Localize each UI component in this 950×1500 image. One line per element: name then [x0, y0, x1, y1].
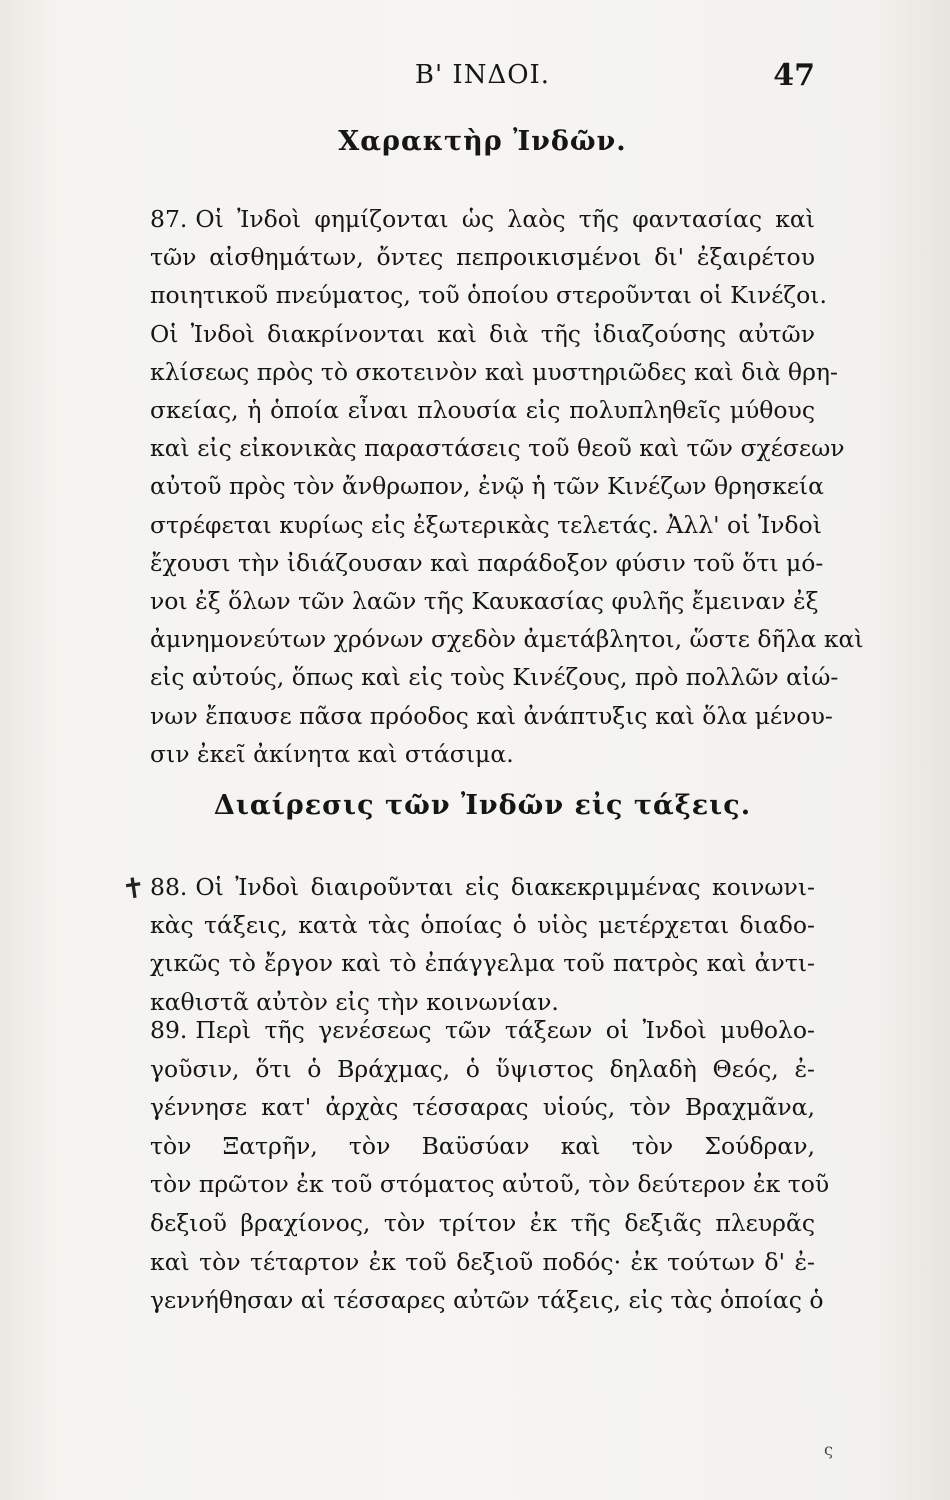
- text-line: τὸν Ξατρῆν, τὸν Βαϋσύαν καὶ τὸν Σούδραν,: [150, 1131, 815, 1160]
- text-line: κλίσεως πρὸς τὸ σκοτεινὸν καὶ μυστηριῶδες καὶ διὰ θρη-: [150, 357, 838, 386]
- text-line: αὐτοῦ πρὸς τὸν ἄνθρωπον, ἐνῷ ἡ τῶν Κινέζων θρησκεία: [150, 472, 825, 501]
- text-line: γέννησε κατ' ἀρχὰς τέσσαρας υἱούς, τὸν Βραχμᾶνα,: [150, 1093, 815, 1122]
- text-line: γοῦσιν, ὅτι ὁ Βράχμας, ὁ ὕψιστος δηλαδὴ Θεός, ἐ-: [150, 1054, 815, 1083]
- text-line: Οἱ Ἰνδοὶ διακρίνονται καὶ διὰ τῆς ἰδιαζούσης αὐτῶν: [150, 319, 815, 348]
- paragraph-88: [150, 868, 815, 1021]
- paragraph-number: 89.: [150, 1016, 188, 1044]
- text-line: κὰς τάξεις, κατὰ τὰς ὁποίας ὁ υἱὸς μετέρχεται διαδο-: [150, 911, 815, 940]
- text-line: σκείας, ἡ ὁποία εἶναι πλουσία εἰς πολυπληθεῖς μύθους: [150, 396, 815, 425]
- text-line: σιν ἐκεῖ ἀκίνητα καὶ στάσιμα.: [150, 739, 514, 768]
- paragraph-number: 88.: [150, 873, 188, 901]
- text-line: ἀμνημονεύτων χρόνων σχεδὸν ἀμετάβλητοι, ὥστε δῆλα καὶ: [150, 625, 864, 654]
- text-line: εἰς αὐτούς, ὅπως καὶ εἰς τοὺς Κινέζους, πρὸ πολλῶν αἰώ-: [150, 663, 839, 692]
- text-line: καὶ τὸν τέταρτον ἐκ τοῦ δεξιοῦ ποδός· ἐκ τούτων δ' ἐ-: [150, 1247, 815, 1276]
- paragraph-87: [150, 200, 864, 773]
- text-line: στρέφεται κυρίως εἰς ἐξωτερικὰς τελετάς. Ἀλλ' οἱ Ἰνδοὶ: [150, 510, 822, 539]
- paragraph-number: 87.: [150, 205, 188, 233]
- text-line: τῶν αἰσθημάτων, ὄντες πεπροικισμένοι δι' ἐξαιρέτου: [150, 243, 815, 272]
- text-line: ἔχουσι τὴν ἰδιάζουσαν καὶ παράδοξον φύσιν τοῦ ὅτι μό-: [150, 548, 824, 577]
- text-line: ποιητικοῦ πνεύματος, τοῦ ὁποίου στεροῦνται οἱ Κινέζοι.: [150, 281, 827, 310]
- margin-cross-mark: ✝: [119, 870, 148, 907]
- text-line: δεξιοῦ βραχίονος, τὸν τρίτον ἐκ τῆς δεξιᾶς πλευρᾶς: [150, 1208, 815, 1237]
- text-line: 88. Οἱ Ἰνδοὶ διαιροῦνται εἰς διακεκριμμένας κοινωνι-: [150, 873, 815, 901]
- section-heading-character: Χαρακτὴρ Ἰνδῶν.: [338, 126, 627, 157]
- running-title: Β' ΙΝΔΟΙ.: [414, 60, 551, 90]
- text-line: τὸν πρῶτον ἐκ τοῦ στόματος αὐτοῦ, τὸν δεύτερον ἐκ τοῦ: [150, 1170, 830, 1199]
- text-line: 89. Περὶ τῆς γενέσεως τῶν τάξεων οἱ Ἰνδοὶ μυθολο-: [150, 1016, 815, 1044]
- text-line: καὶ εἰς εἰκονικὰς παραστάσεις τοῦ θεοῦ καὶ τῶν σχέσεων: [150, 434, 845, 463]
- text-line: νων ἔπαυσε πᾶσα πρόοδος καὶ ἀνάπτυξις καὶ ὅλα μένου-: [150, 701, 833, 730]
- text-line: καθιστᾶ αὐτὸν εἰς τὴν κοινωνίαν.: [150, 987, 559, 1016]
- text-line: χικῶς τὸ ἔργον καὶ τὸ ἐπάγγελμα τοῦ πατρὸς καὶ ἀντι-: [150, 949, 815, 978]
- paragraph-89: [150, 1011, 830, 1320]
- section-heading-castes: Διαίρεσις τῶν Ἰνδῶν εἰς τάξεις.: [213, 790, 752, 821]
- running-head: [150, 58, 815, 98]
- corner-mark: ς: [824, 1440, 833, 1459]
- text-line: νοι ἐξ ὅλων τῶν λαῶν τῆς Καυκασίας φυλῆς ἔμειναν ἐξ: [150, 587, 819, 616]
- text-line: γεννήθησαν αἱ τέσσαρες αὐτῶν τάξεις, εἰς τὰς ὁποίας ὁ: [150, 1286, 824, 1315]
- page-number: 47: [773, 58, 815, 93]
- text-line: 87. Οἱ Ἰνδοὶ φημίζονται ὡς λαὸς τῆς φαντασίας καὶ: [150, 205, 815, 233]
